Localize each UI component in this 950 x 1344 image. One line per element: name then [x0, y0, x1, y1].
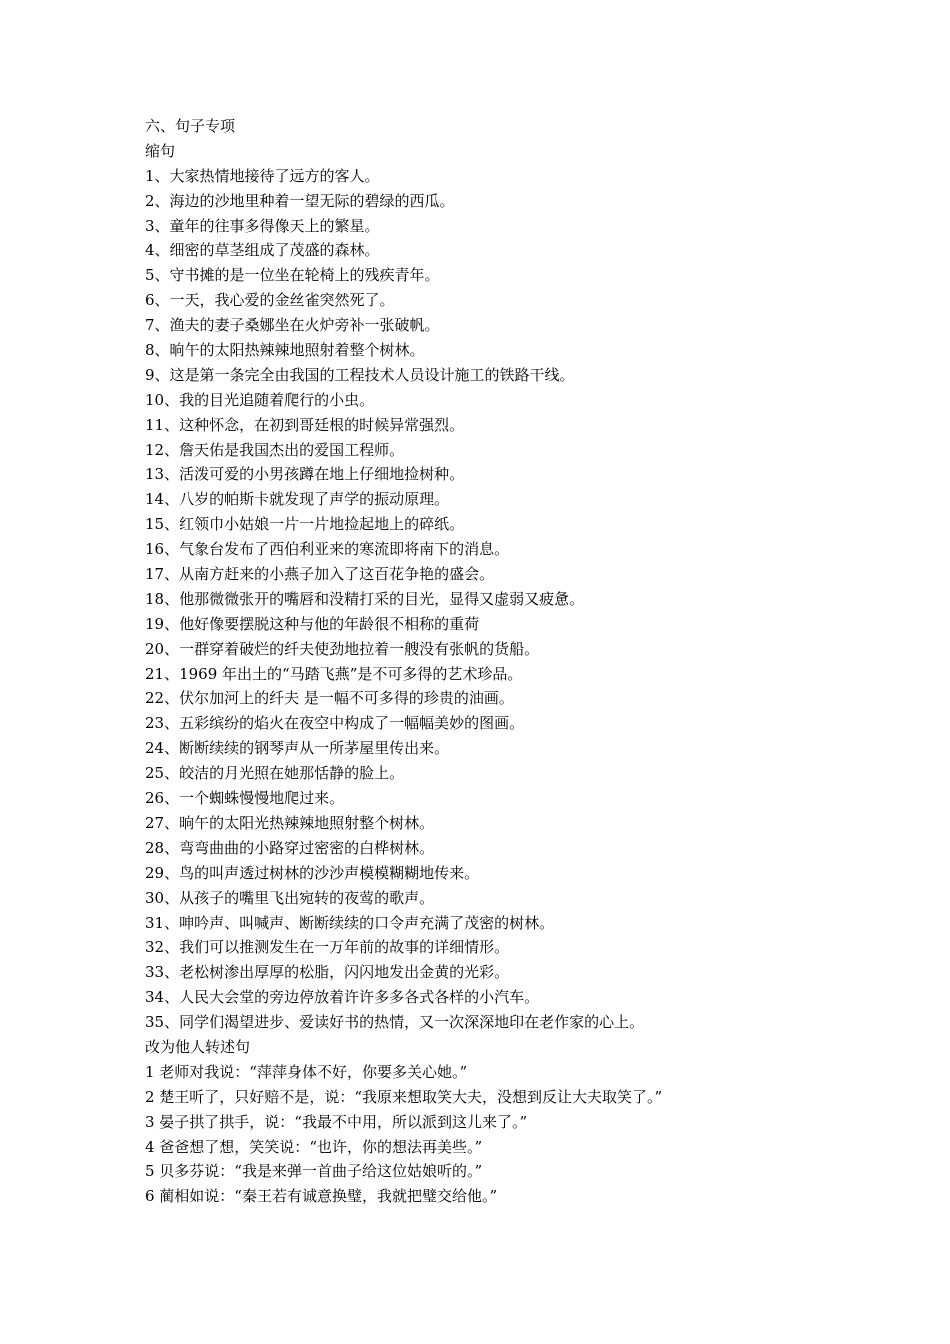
condense-sentence: 14、八岁的帕斯卡就发现了声学的振动原理。: [145, 490, 450, 509]
condense-sentence: 17、从南方赶来的小燕子加入了这百花争艳的盛会。: [145, 565, 495, 584]
condense-sentence: 8、晌午的太阳热辣辣地照射着整个树林。: [145, 341, 425, 360]
condense-sentence: 6、一天，我心爱的金丝雀突然死了。: [145, 291, 395, 310]
condense-sentence: 12、詹天佑是我国杰出的爱国工程师。: [145, 440, 405, 459]
condense-sentence: 13、活泼可爱的小男孩蹲在地上仔细地捡树种。: [145, 465, 465, 484]
reported-heading: 改为他人转述句: [145, 1037, 251, 1056]
reported-sentence: 2 楚王听了，只好赔不是，说：“我原来想取笑大夫，没想到反让大夫取笑了。”: [145, 1087, 663, 1106]
condense-sentence: 19、他好像要摆脱这种与他的年龄很不相称的重荷: [145, 614, 480, 633]
condense-sentence: 15、红领巾小姑娘一片一片地捡起地上的碎纸。: [145, 515, 465, 534]
condense-sentence: 20、一群穿着破烂的纤夫使劲地拉着一艘没有张帆的货船。: [145, 639, 540, 658]
condense-sentence: 27、晌午的太阳光热辣辣地照射整个树林。: [145, 813, 435, 832]
condense-sentence: 18、他那微微张开的嘴唇和没精打采的目光，显得又虚弱又疲惫。: [145, 589, 585, 608]
condense-sentence: 16、气象台发布了西伯利亚来的寒流即将南下的消息。: [145, 540, 510, 559]
condense-sentence: 35、同学们渴望进步、爱读好书的热情，又一次深深地印在老作家的心上。: [145, 1013, 645, 1032]
condense-sentence: 34、人民大会堂的旁边停放着许许多多各式各样的小汽车。: [145, 988, 540, 1007]
condense-sentence: 28、弯弯曲曲的小路穿过密密的白桦树林。: [145, 838, 435, 857]
reported-sentence: 1 老师对我说：“萍萍身体不好，你要多关心她。”: [145, 1062, 468, 1081]
condense-sentence: 24、断断续续的钢琴声从一所茅屋里传出来。: [145, 739, 450, 758]
condense-sentence: 9、这是第一条完全由我国的工程技术人员设计施工的铁路干线。: [145, 365, 575, 384]
condense-sentence: 2、海边的沙地里种着一望无际的碧绿的西瓜。: [145, 191, 455, 210]
condense-sentence: 4、细密的草茎组成了茂盛的森林。: [145, 241, 380, 260]
condense-sentence: 26、一个蜘蛛慢慢地爬过来。: [145, 789, 345, 808]
reported-sentence: 6 蔺相如说：“秦王若有诚意换璧，我就把璧交给他。”: [145, 1187, 498, 1206]
condense-sentence: 21、1969 年出土的“马踏飞燕”是不可多得的艺术珍品。: [145, 664, 523, 683]
condense-sentence: 23、五彩缤纷的焰火在夜空中构成了一幅幅美妙的图画。: [145, 714, 525, 733]
condense-sentence: 22、伏尔加河上的纤夫 是一幅不可多得的珍贵的油画。: [145, 689, 514, 708]
condense-heading: 缩句: [145, 141, 176, 160]
document-page: [145, 114, 925, 1209]
reported-sentence: 4 爸爸想了想，笑笑说：“也许，你的想法再美些。”: [145, 1137, 483, 1156]
condense-sentence: 10、我的目光追随着爬行的小虫。: [145, 390, 375, 409]
section-title: 六、句子专项: [145, 117, 236, 135]
condense-sentence: 32、我们可以推测发生在一万年前的故事的详细情形。: [145, 938, 510, 957]
condense-sentence: 31、呻吟声、叫喊声、断断续续的口令声充满了茂密的树林。: [145, 913, 555, 932]
condense-sentence: 3、童年的往事多得像天上的繁星。: [145, 216, 380, 235]
condense-sentence: 11、这种怀念，在初到哥廷根的时候异常强烈。: [145, 415, 465, 434]
condense-sentence: 1、大家热情地接待了远方的客人。: [145, 166, 380, 185]
condense-sentence: 25、皎洁的月光照在她那恬静的脸上。: [145, 764, 405, 783]
reported-sentence: 3 晏子拱了拱手，说：“我最不中用，所以派到这儿来了。”: [145, 1112, 528, 1131]
reported-sentence: 5 贝多芬说：“我是来弹一首曲子给这位姑娘听的。”: [145, 1162, 483, 1181]
condense-sentence: 30、从孩子的嘴里飞出宛转的夜莺的歌声。: [145, 888, 435, 907]
condense-sentence: 33、老松树渗出厚厚的松脂，闪闪地发出金黄的光彩。: [145, 963, 510, 982]
condense-sentence: 7、渔夫的妻子桑娜坐在火炉旁补一张破帆。: [145, 316, 440, 335]
reported-list: [145, 1060, 925, 1209]
condense-sentence: 29、鸟的叫声透过树林的沙沙声模模糊糊地传来。: [145, 863, 480, 882]
condense-list: [145, 164, 925, 1035]
condense-sentence: 5、守书摊的是一位坐在轮椅上的残疾青年。: [145, 266, 440, 285]
